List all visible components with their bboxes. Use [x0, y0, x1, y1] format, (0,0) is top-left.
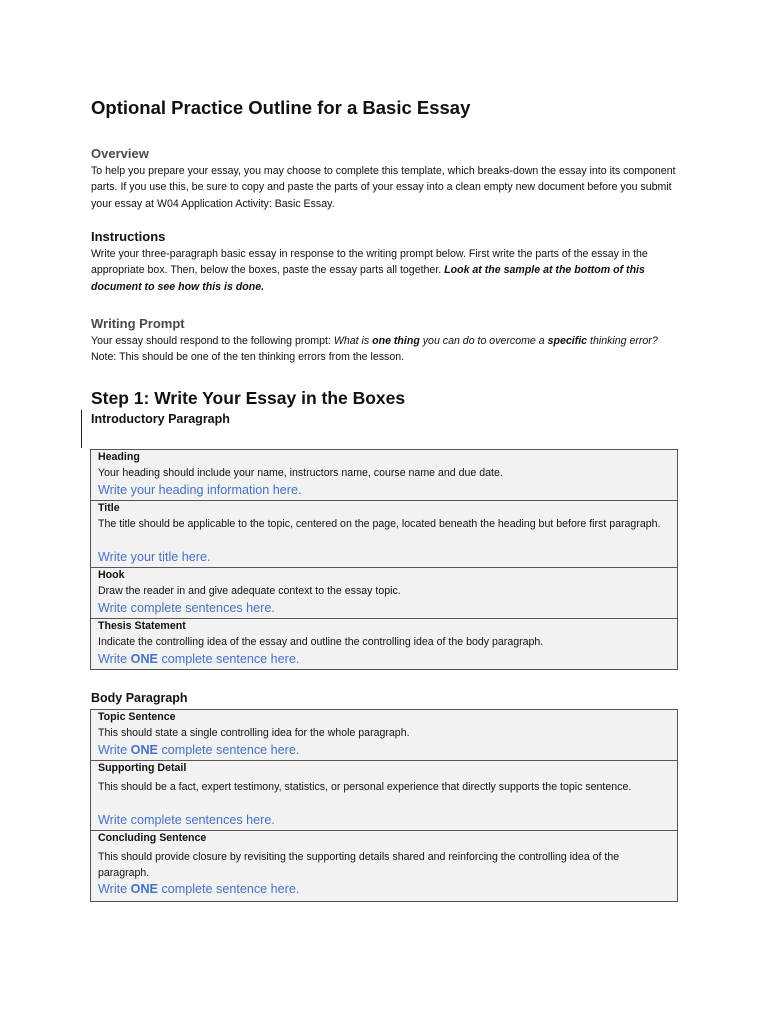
row-answer-placeholder[interactable] — [98, 652, 299, 666]
instructions-body — [91, 246, 679, 295]
body-table — [90, 709, 678, 902]
body-row-topic-sentence[interactable] — [91, 710, 677, 761]
row-description: Indicate the controlling idea of the essay and outline the controlling idea of the body paragraph. — [98, 636, 544, 648]
intro-row-hook[interactable] — [91, 568, 677, 619]
row-label: Thesis Statement — [98, 620, 186, 632]
answer-text-end: complete sentence here. — [157, 743, 300, 757]
writing-prompt-heading: Writing Prompt — [91, 316, 185, 331]
instructions-heading: Instructions — [91, 229, 166, 244]
body-paragraph-heading: Body Paragraph — [91, 691, 188, 705]
row-label: Concluding Sentence — [98, 832, 207, 844]
intro-row-title[interactable] — [91, 501, 677, 568]
prompt-q3: thinking error? — [590, 335, 658, 347]
answer-text: Write your title here. — [98, 550, 211, 564]
answer-text-end: complete sentence here. — [157, 652, 300, 666]
answer-text: Write your heading information here. — [98, 483, 302, 497]
row-answer-placeholder[interactable] — [98, 813, 275, 827]
step1-heading: Step 1: Write Your Essay in the Boxes — [91, 388, 406, 408]
prompt-q-bold1: one thing — [372, 335, 420, 347]
answer-bold: ONE — [130, 743, 158, 757]
document-title: Optional Practice Outline for a Basic Essay — [91, 97, 471, 118]
row-description: This should be a fact, expert testimony, statistics, or personal experience that directly supports the topic sentence. — [98, 781, 632, 793]
answer-text: Write — [98, 882, 131, 896]
prompt-q2: you can do to overcome a — [422, 335, 545, 347]
row-label: Topic Sentence — [98, 711, 176, 723]
row-description: This should provide closure by revisiting the supporting details shared and reinforcing the controlling idea of the paragraph. — [98, 851, 620, 879]
intro-table — [90, 449, 678, 670]
row-answer-placeholder[interactable] — [98, 882, 299, 896]
intro-paragraph-heading: Introductory Paragraph — [91, 412, 230, 426]
row-answer-placeholder[interactable] — [98, 483, 301, 497]
row-label: Hook — [98, 569, 125, 581]
prompt-q-bold2: specific — [547, 335, 588, 347]
answer-text: Write — [98, 652, 131, 666]
overview-body: To help you prepare your essay, you may choose to complete this template, which breaks-down the essay into its component parts. If you use this, be sure to copy and paste the parts of your essay into a clean empty new document before you submit your essay at W04 Application Activity: Basic Essay. — [91, 165, 676, 210]
row-description: The title should be applicable to the topic, centered on the page, located beneath the heading but before first paragraph. — [98, 518, 661, 530]
answer-text: Write complete sentences here. — [98, 601, 275, 615]
row-description: Your heading should include your name, instructors name, course name and due date. — [98, 467, 503, 479]
row-answer-placeholder[interactable] — [98, 550, 210, 564]
body-row-concluding-sentence[interactable] — [91, 831, 677, 901]
prompt-lead: Your essay should respond to the following prompt: — [91, 335, 331, 347]
prompt-note: Note: This should be one of the ten thinking errors from the lesson. — [91, 351, 405, 364]
answer-text-end: complete sentence here. — [157, 882, 300, 896]
overview-heading: Overview — [91, 146, 149, 161]
text-cursor — [81, 410, 82, 448]
intro-row-thesis[interactable] — [91, 619, 677, 669]
answer-bold: ONE — [130, 882, 158, 896]
row-description: This should state a single controlling idea for the whole paragraph. — [98, 727, 410, 739]
writing-prompt-body — [91, 333, 679, 366]
row-description: Draw the reader in and give adequate context to the essay topic. — [98, 585, 401, 597]
answer-bold: ONE — [130, 652, 158, 666]
row-answer-placeholder[interactable] — [98, 601, 275, 615]
row-label: Title — [98, 502, 120, 514]
prompt-q1: What is — [333, 335, 370, 347]
instructions-text: Write your three-paragraph basic essay in response to the writing prompt below. First write the parts of the essay in the appropriate box. Then, below the boxes, paste the essay parts all together. — [91, 248, 648, 277]
body-row-supporting-detail[interactable] — [91, 761, 677, 831]
answer-text: Write complete sentences here. — [98, 813, 275, 827]
row-label: Supporting Detail — [98, 762, 187, 774]
row-answer-placeholder[interactable] — [98, 743, 299, 757]
intro-row-heading[interactable] — [91, 450, 677, 501]
answer-text: Write — [98, 743, 131, 757]
row-label: Heading — [98, 451, 140, 463]
instructions-emphasis: Look at the sample at the bottom of this document to see how this is done. — [91, 264, 645, 293]
